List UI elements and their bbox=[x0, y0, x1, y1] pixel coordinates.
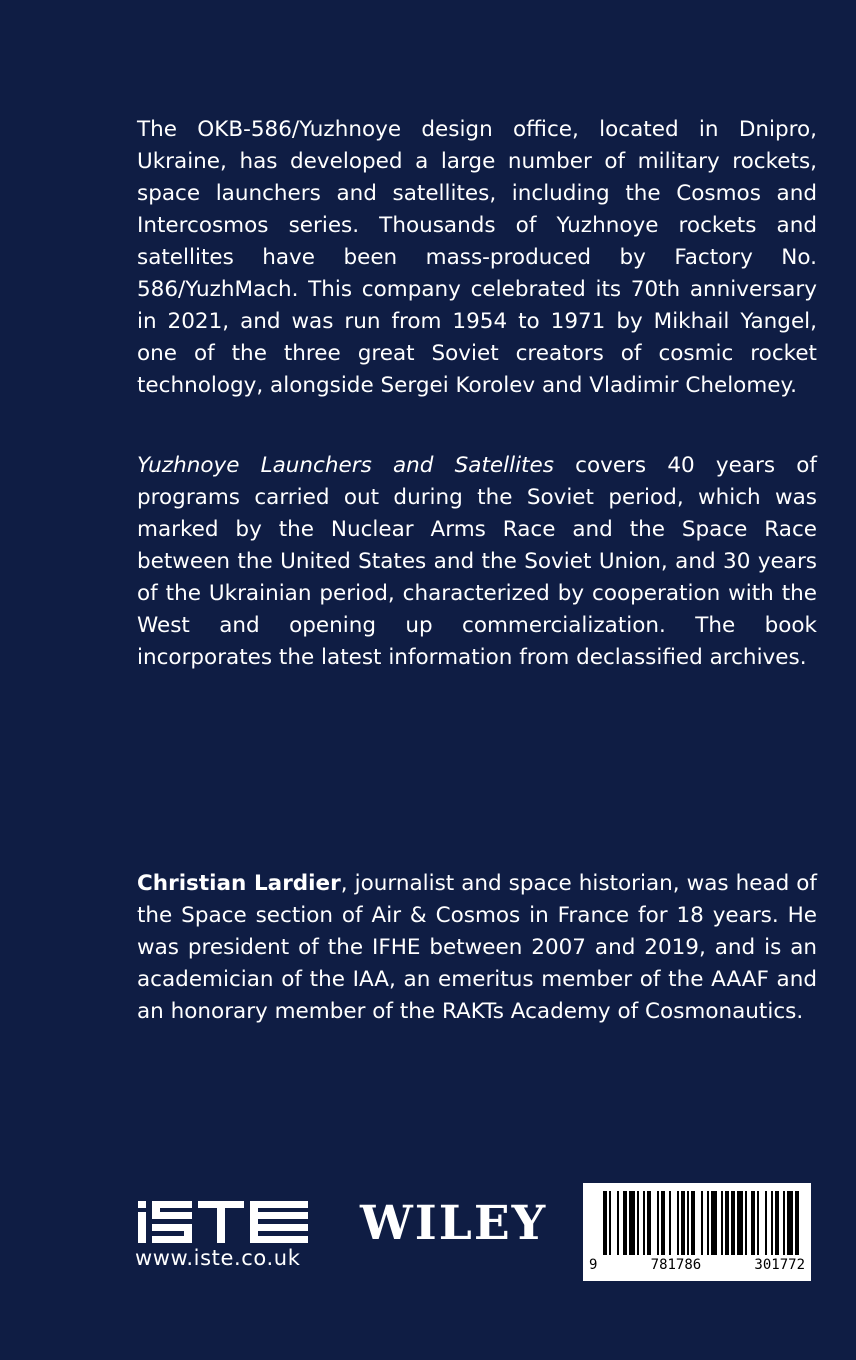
barcode-group-1: 781786 bbox=[650, 1257, 702, 1273]
author-bio-text: , journalist and space historian, was head of the Space section of Air & Cosmos in France for 18 years. He was president of the IFHE between 2007 and 2019, and is an academician of the IAA, an emeritus member of the AAAF and an honorary member of the RAKTs Academy of Cosmonautics. bbox=[137, 871, 818, 1024]
barcode-bar bbox=[647, 1191, 651, 1255]
barcode-bar bbox=[637, 1191, 639, 1255]
barcode-bar bbox=[775, 1191, 779, 1255]
barcode-bar bbox=[787, 1191, 793, 1255]
description-paragraph-1 bbox=[137, 114, 817, 402]
barcode-bar bbox=[771, 1191, 773, 1255]
iste-logo bbox=[136, 1198, 312, 1244]
barcode-bar bbox=[629, 1191, 635, 1255]
barcode-bar bbox=[617, 1191, 619, 1255]
barcode-bar bbox=[661, 1191, 665, 1255]
paragraph-2-text: covers 40 years of programs carried out during the Soviet period, which was marked by the Nuclear Arms Race and the Space Race between the United States and the Soviet Union, and 30 years of the Ukrainian period, characterized by cooperation with the West and opening up commercialization. The book incorporates the latest information from declassified archives. bbox=[137, 453, 818, 670]
barcode-bar bbox=[701, 1191, 703, 1255]
barcode-bar bbox=[623, 1191, 627, 1255]
barcode-bar bbox=[657, 1191, 659, 1255]
author-bio bbox=[137, 868, 817, 1028]
isbn-barcode bbox=[583, 1183, 811, 1281]
barcode-bar bbox=[731, 1191, 735, 1255]
barcode-bar bbox=[609, 1191, 611, 1255]
barcode-bar bbox=[677, 1191, 679, 1255]
barcode-bar bbox=[721, 1191, 723, 1255]
barcode-digits bbox=[589, 1257, 805, 1273]
barcode-digit-first: 9 bbox=[589, 1257, 598, 1273]
iste-url: www.iste.co.uk bbox=[135, 1246, 301, 1270]
barcode-group-2: 301772 bbox=[754, 1257, 805, 1273]
barcode-bar bbox=[795, 1191, 799, 1255]
wiley-logo: WILEY bbox=[360, 1196, 548, 1251]
barcode-bar bbox=[691, 1191, 695, 1255]
barcode-bar bbox=[757, 1191, 759, 1255]
barcode-bar bbox=[725, 1191, 729, 1255]
barcode-bar bbox=[737, 1191, 743, 1255]
barcode-bar bbox=[765, 1191, 767, 1255]
barcode-bar bbox=[643, 1191, 645, 1255]
barcode-bar bbox=[711, 1191, 717, 1255]
barcode-bar bbox=[783, 1191, 785, 1255]
paragraph-1-text: The OKB-586/Yuzhnoye design office, located in Dnipro, Ukraine, has developed a large number of military rockets, space launchers and satellites, including the Cosmos and Intercosmos series. Thousands of Yuzhnoye rockets and satellites have been mass-produced by Factory No. 586/YuzhMach. This company celebrated its 70th anniversary in 2021, and was run from 1954 to 1971 by Mikhail Yangel, one of the three great Soviet creators of cosmic rocket technology, alongside Sergei Korolev and Vladimir Chelomey. bbox=[137, 117, 817, 398]
description-paragraph-2 bbox=[137, 450, 817, 674]
barcode-bar bbox=[707, 1191, 709, 1255]
book-title: Yuzhnoye Launchers and Satellites bbox=[137, 453, 554, 478]
barcode-bar bbox=[603, 1191, 607, 1255]
barcode-bar bbox=[745, 1191, 747, 1255]
barcode-bar bbox=[669, 1191, 671, 1255]
barcode-bar bbox=[681, 1191, 685, 1255]
barcode-bar bbox=[751, 1191, 755, 1255]
barcode-bar bbox=[687, 1191, 689, 1255]
author-name: Christian Lardier bbox=[137, 871, 341, 896]
